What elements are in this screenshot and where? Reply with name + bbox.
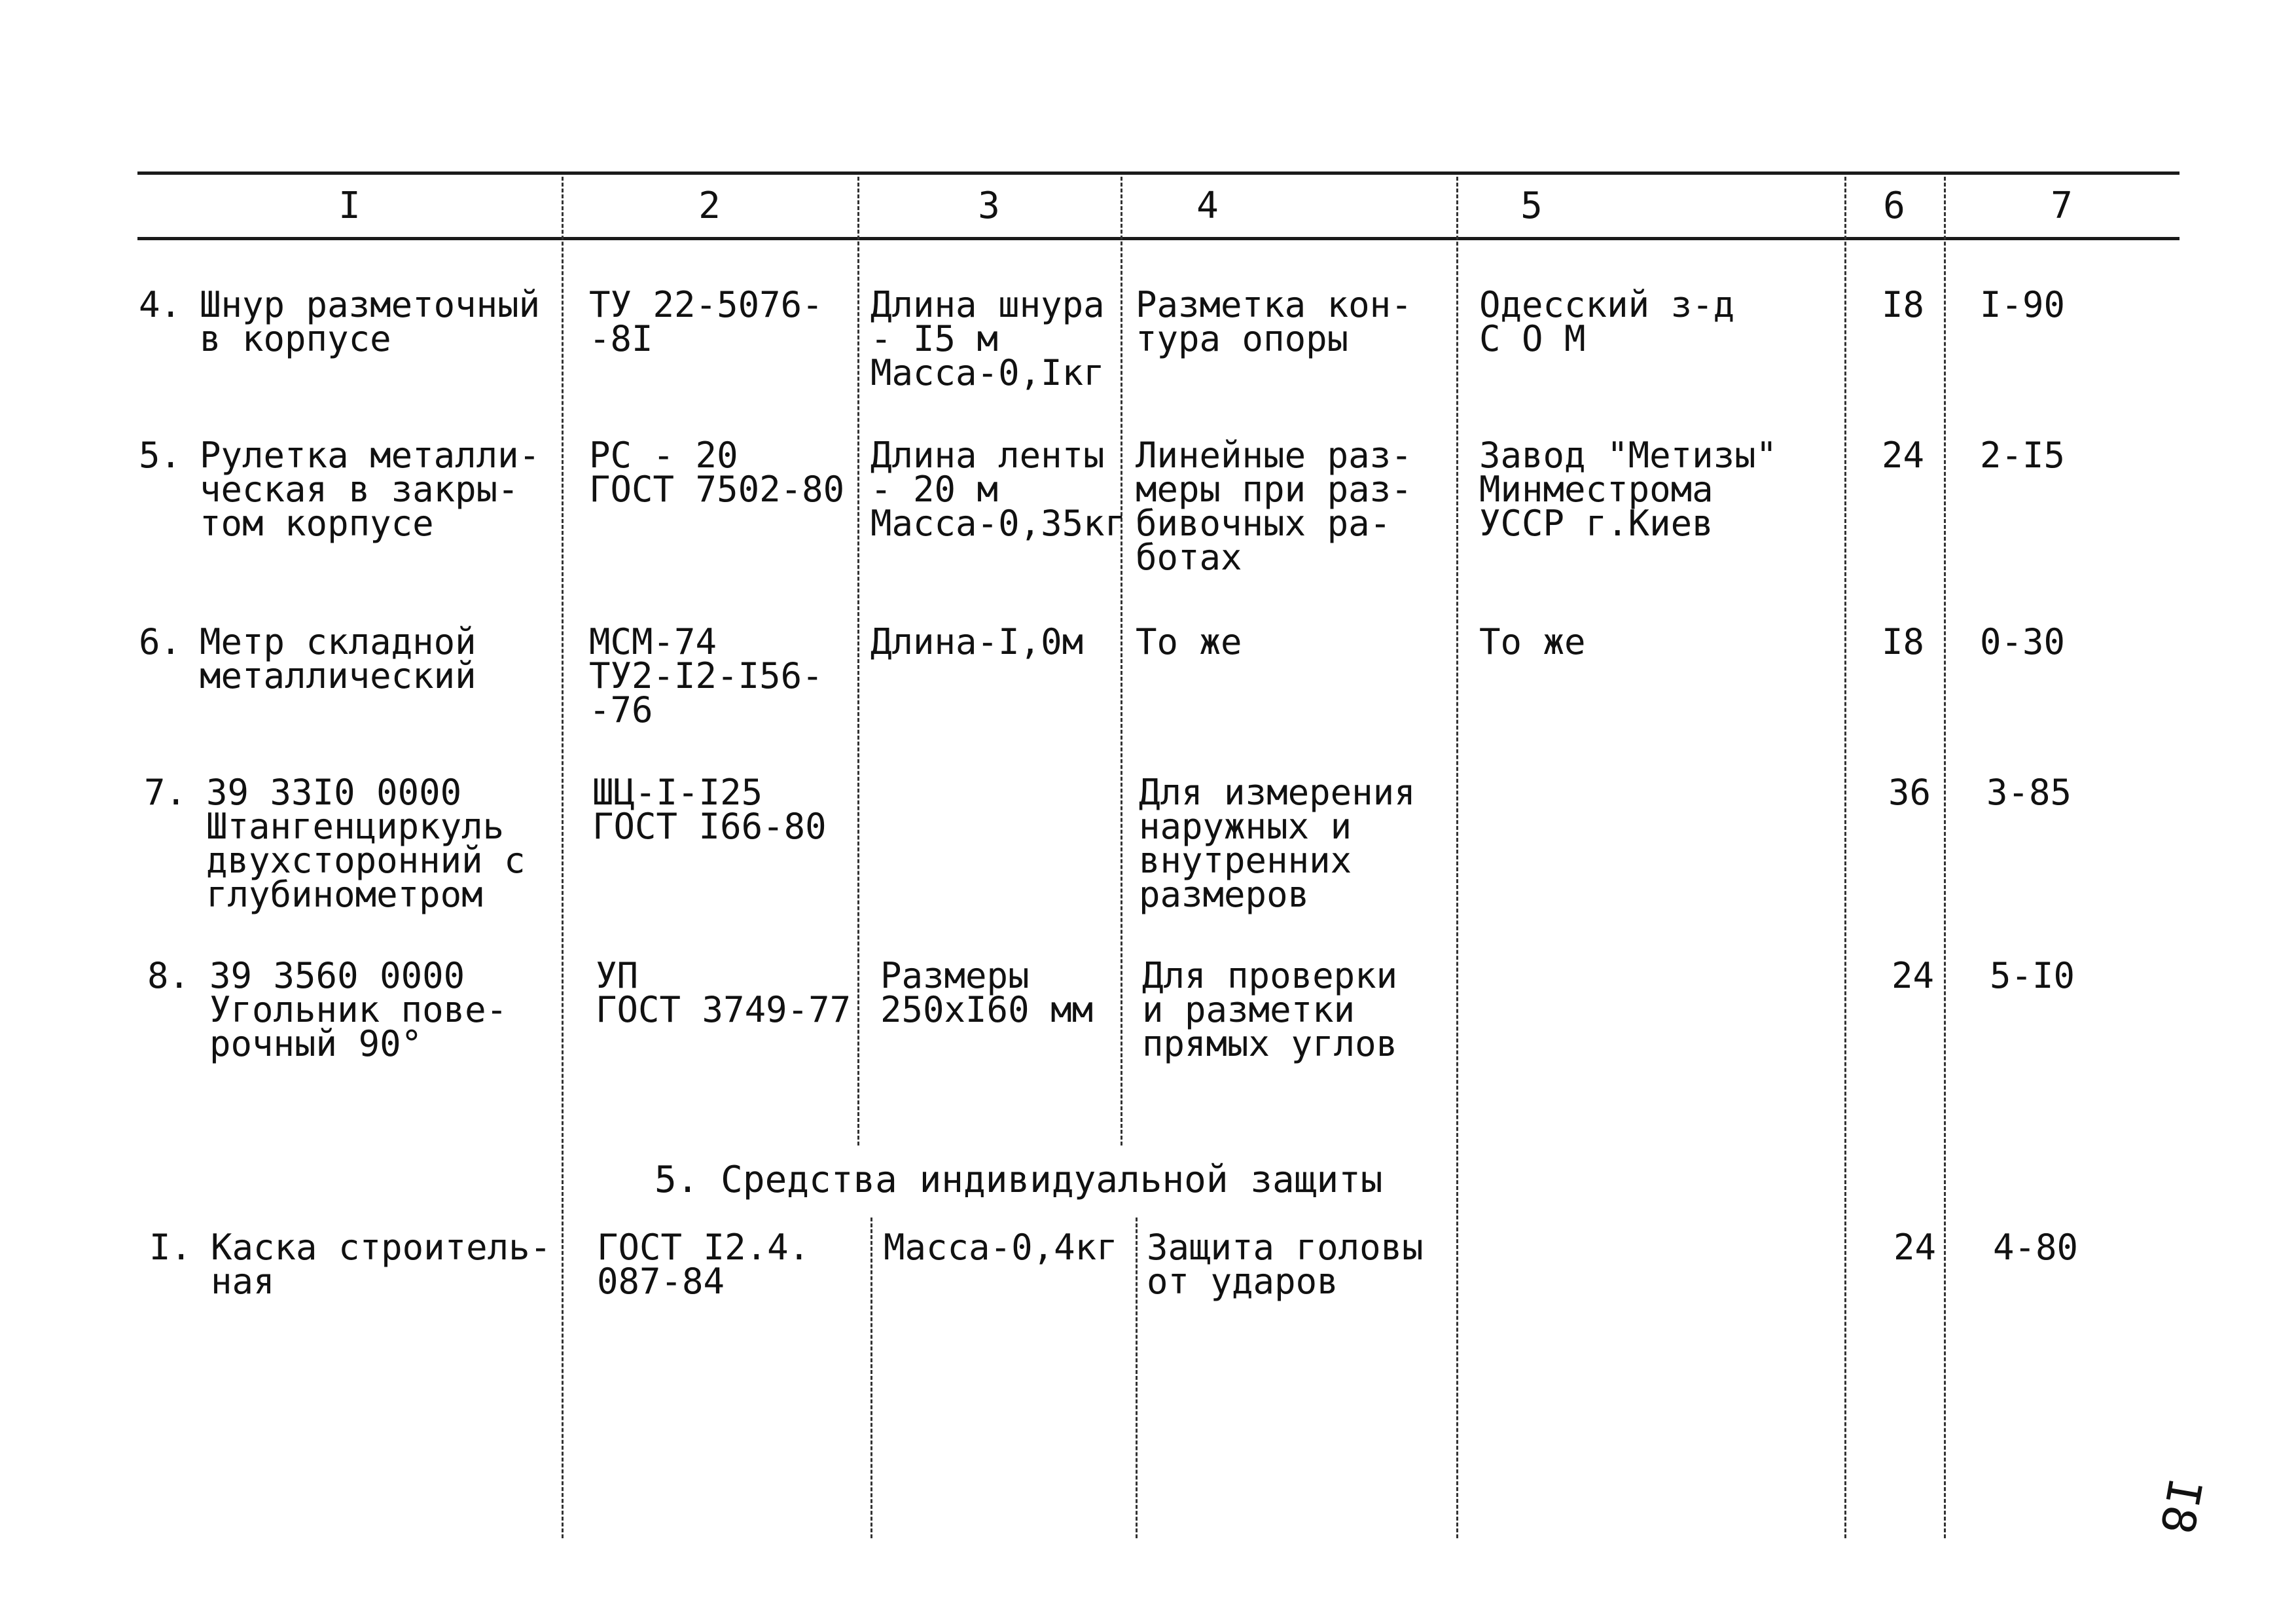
table-header-rule (137, 237, 2179, 240)
header-col-7: 7 (2051, 184, 2073, 227)
item-specs: Длина ленты - 20 м Масса-0,35кг (870, 435, 1126, 544)
item-col6: 36 (1888, 772, 1931, 813)
item-col7: 0-30 (1980, 621, 2066, 662)
row-number: 5. (139, 435, 182, 476)
column-separator (1456, 177, 1458, 1538)
item-col6: 24 (1893, 1227, 1937, 1268)
header-col-5: 5 (1520, 184, 1543, 227)
item-name: Шнур разметочный в корпусе (200, 284, 541, 359)
item-specs: Размеры 250хI60 мм (880, 955, 1094, 1030)
column-separator (870, 1218, 872, 1538)
item-specs: Длина-I,0м (870, 621, 1084, 662)
item-col7: 3-85 (1986, 772, 2072, 813)
column-separator (562, 177, 564, 1538)
row-number: 4. (139, 284, 182, 325)
item-standard: ГОСТ I2.4. 087-84 (597, 1227, 810, 1302)
item-specs: Масса-0,4кг (884, 1227, 1118, 1268)
item-maker: То же (1479, 621, 1586, 662)
row-number: 7. (144, 772, 187, 813)
item-col6: I8 (1882, 284, 1925, 325)
item-standard: РС - 20 ГОСТ 7502-80 (589, 435, 845, 510)
item-purpose: Для проверки и разметки прямых углов (1142, 955, 1398, 1064)
item-standard: МСМ-74 ТУ2-I2-I56- -76 (589, 621, 823, 731)
item-purpose: То же (1136, 621, 1242, 662)
item-purpose: Линейные раз- меры при раз- бивочных ра- ботах (1136, 435, 1412, 578)
item-name: Рулетка металли- ческая в закры- том корпусе (200, 435, 541, 544)
item-col6: I8 (1882, 621, 1925, 662)
table-top-rule (137, 171, 2179, 175)
item-maker: Завод "Метизы" Минместрома УССР г.Киев (1479, 435, 1778, 544)
row-number: 6. (139, 621, 182, 662)
item-name: 39 33I0 0000 Штангенциркуль двухсторонний с глубинометром (206, 772, 526, 915)
item-maker: Одесский з-д С О М (1479, 284, 1735, 359)
item-col7: I-90 (1980, 284, 2066, 325)
column-separator (1844, 177, 1846, 1538)
row-number: I. (149, 1227, 192, 1268)
item-purpose: Разметка кон- тура опоры (1136, 284, 1412, 359)
header-col-4: 4 (1196, 184, 1219, 227)
item-col6: 24 (1882, 435, 1925, 476)
page-number: I8 (2149, 1474, 2212, 1538)
item-name: Каска строитель- ная (211, 1227, 552, 1302)
item-col7: 4-80 (1993, 1227, 2079, 1268)
column-separator (1944, 177, 1946, 1538)
item-col7: 2-I5 (1980, 435, 2066, 476)
column-separator (857, 177, 859, 1146)
item-purpose: Для измерения наружных и внутренних размеров (1139, 772, 1416, 915)
section-title: 5. Средства индивидуальной защиты (655, 1159, 1383, 1201)
item-standard: ТУ 22-5076- -8I (589, 284, 823, 359)
header-col-2: 2 (698, 184, 721, 227)
item-col7: 5-I0 (1990, 955, 2075, 996)
header-col-6: 6 (1883, 184, 1905, 227)
item-standard: ШЦ-I-I25 ГОСТ I66-80 (592, 772, 827, 847)
column-separator (1121, 177, 1122, 1146)
column-separator (1136, 1218, 1138, 1538)
item-specs: Длина шнура - I5 м Масса-0,Iкг (870, 284, 1105, 393)
item-name: Метр складной металлический (200, 621, 476, 696)
item-standard: УП ГОСТ 3749-77 (596, 955, 852, 1030)
header-col-3: 3 (978, 184, 1000, 227)
row-number: 8. (147, 955, 190, 996)
item-name: 39 3560 0000 Угольник пове- рочный 90° (209, 955, 508, 1064)
item-purpose: Защита головы от ударов (1147, 1227, 1424, 1302)
item-col6: 24 (1892, 955, 1935, 996)
header-col-1: I (338, 184, 361, 227)
